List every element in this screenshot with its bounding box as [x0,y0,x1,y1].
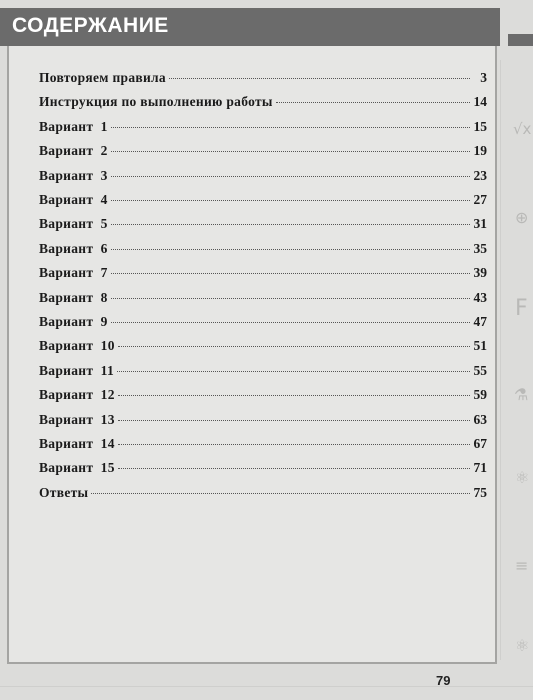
toc-entry-label: Вариант 4 [39,192,108,207]
page-title: СОДЕРЖАНИЕ [12,14,169,37]
background-grid-line [0,686,533,687]
toc-entry-label: Повторяем правила [39,70,166,85]
dot-leader [111,176,470,177]
dot-leader [111,127,470,128]
dot-leader [111,151,470,152]
text-icon: ≡ [515,556,529,575]
dot-leader [118,468,470,469]
toc-entry [39,436,487,456]
toc-entry-label: Вариант 8 [39,289,108,305]
header-bar-tab [508,34,533,46]
dot-leader [118,420,470,421]
toc-entry-label: Вариант 14 [39,436,115,451]
toc-entry-label: Вариант 9 [39,314,108,329]
atom-icon: ⚛ [515,636,530,655]
toc-entry-label: Вариант 6 [39,240,108,256]
dot-leader [111,200,470,201]
toc-entry [39,70,487,90]
letter-icon: F [515,296,528,321]
toc-entry-page: 51 [473,338,487,354]
toc-entry [39,216,487,236]
sqrt-icon: √x [513,120,532,138]
toc-entry [39,363,487,383]
background-grid-line [500,60,501,660]
toc-entry-label: Вариант 7 [39,265,108,281]
toc-entry-page: 27 [473,192,487,207]
toc-entry [39,94,487,114]
toc-entry-page: 67 [473,436,487,451]
toc-entry-page: 14 [473,94,487,110]
page-number: 79 [436,673,451,688]
toc-entry [39,460,487,480]
toc-entry [39,412,487,432]
globe-icon: ⊕ [515,208,529,227]
dot-leader [117,371,470,372]
toc-entry-page: 23 [473,167,487,183]
dot-leader [118,444,470,445]
toc-entry-page: 19 [473,143,487,159]
toc-entry-page: 31 [473,216,487,232]
dot-leader [111,273,470,274]
flask-icon: ⚗ [514,385,529,404]
dot-leader [111,322,470,323]
toc-entry [39,265,487,285]
dot-leader [118,395,470,396]
toc-entry-label: Ответы [39,484,89,500]
toc-entry-label: Вариант 1 [39,118,108,134]
toc-entry [39,485,487,505]
toc-entry [39,192,487,212]
toc-entry-label: Вариант 13 [39,411,115,427]
toc-entry [39,143,487,163]
dot-leader [276,102,470,103]
dot-leader [111,224,470,225]
toc-entry [39,290,487,310]
toc-entry-page: 47 [473,314,487,329]
toc-entry-page: 55 [473,362,487,378]
dot-leader [111,249,470,250]
toc-entry-page: 3 [480,70,487,85]
toc-entry-page: 63 [473,411,487,427]
toc-entry-label: Вариант 5 [39,216,108,232]
toc-entry-label: Вариант 11 [39,362,115,378]
toc-entry-page: 71 [473,460,487,476]
toc-entry-page: 35 [473,240,487,256]
dot-leader [118,346,470,347]
toc-entry-label: Вариант 10 [39,338,115,354]
dot-leader [111,298,470,299]
toc-entry-page: 15 [473,118,487,134]
toc-entry-page: 75 [473,484,487,500]
dot-leader [91,493,470,494]
toc-entry-label: Вариант 15 [39,460,115,476]
toc-entry-page: 39 [473,265,487,281]
toc-entry [39,168,487,188]
toc-entry [39,314,487,334]
toc-entry-label: Вариант 3 [39,167,108,183]
toc-entry-label: Вариант 12 [39,387,115,403]
toc-entry [39,241,487,261]
atom-icon: ⚛ [515,468,530,487]
toc-entry-page: 59 [473,387,487,403]
toc-entry-page: 43 [473,289,487,305]
toc-entry-label: Вариант 2 [39,143,108,159]
toc-entry-label: Инструкция по выполнению работы [39,94,273,110]
toc-entry [39,119,487,139]
toc-entry [39,387,487,407]
dot-leader [169,78,470,79]
toc-entry [39,338,487,358]
